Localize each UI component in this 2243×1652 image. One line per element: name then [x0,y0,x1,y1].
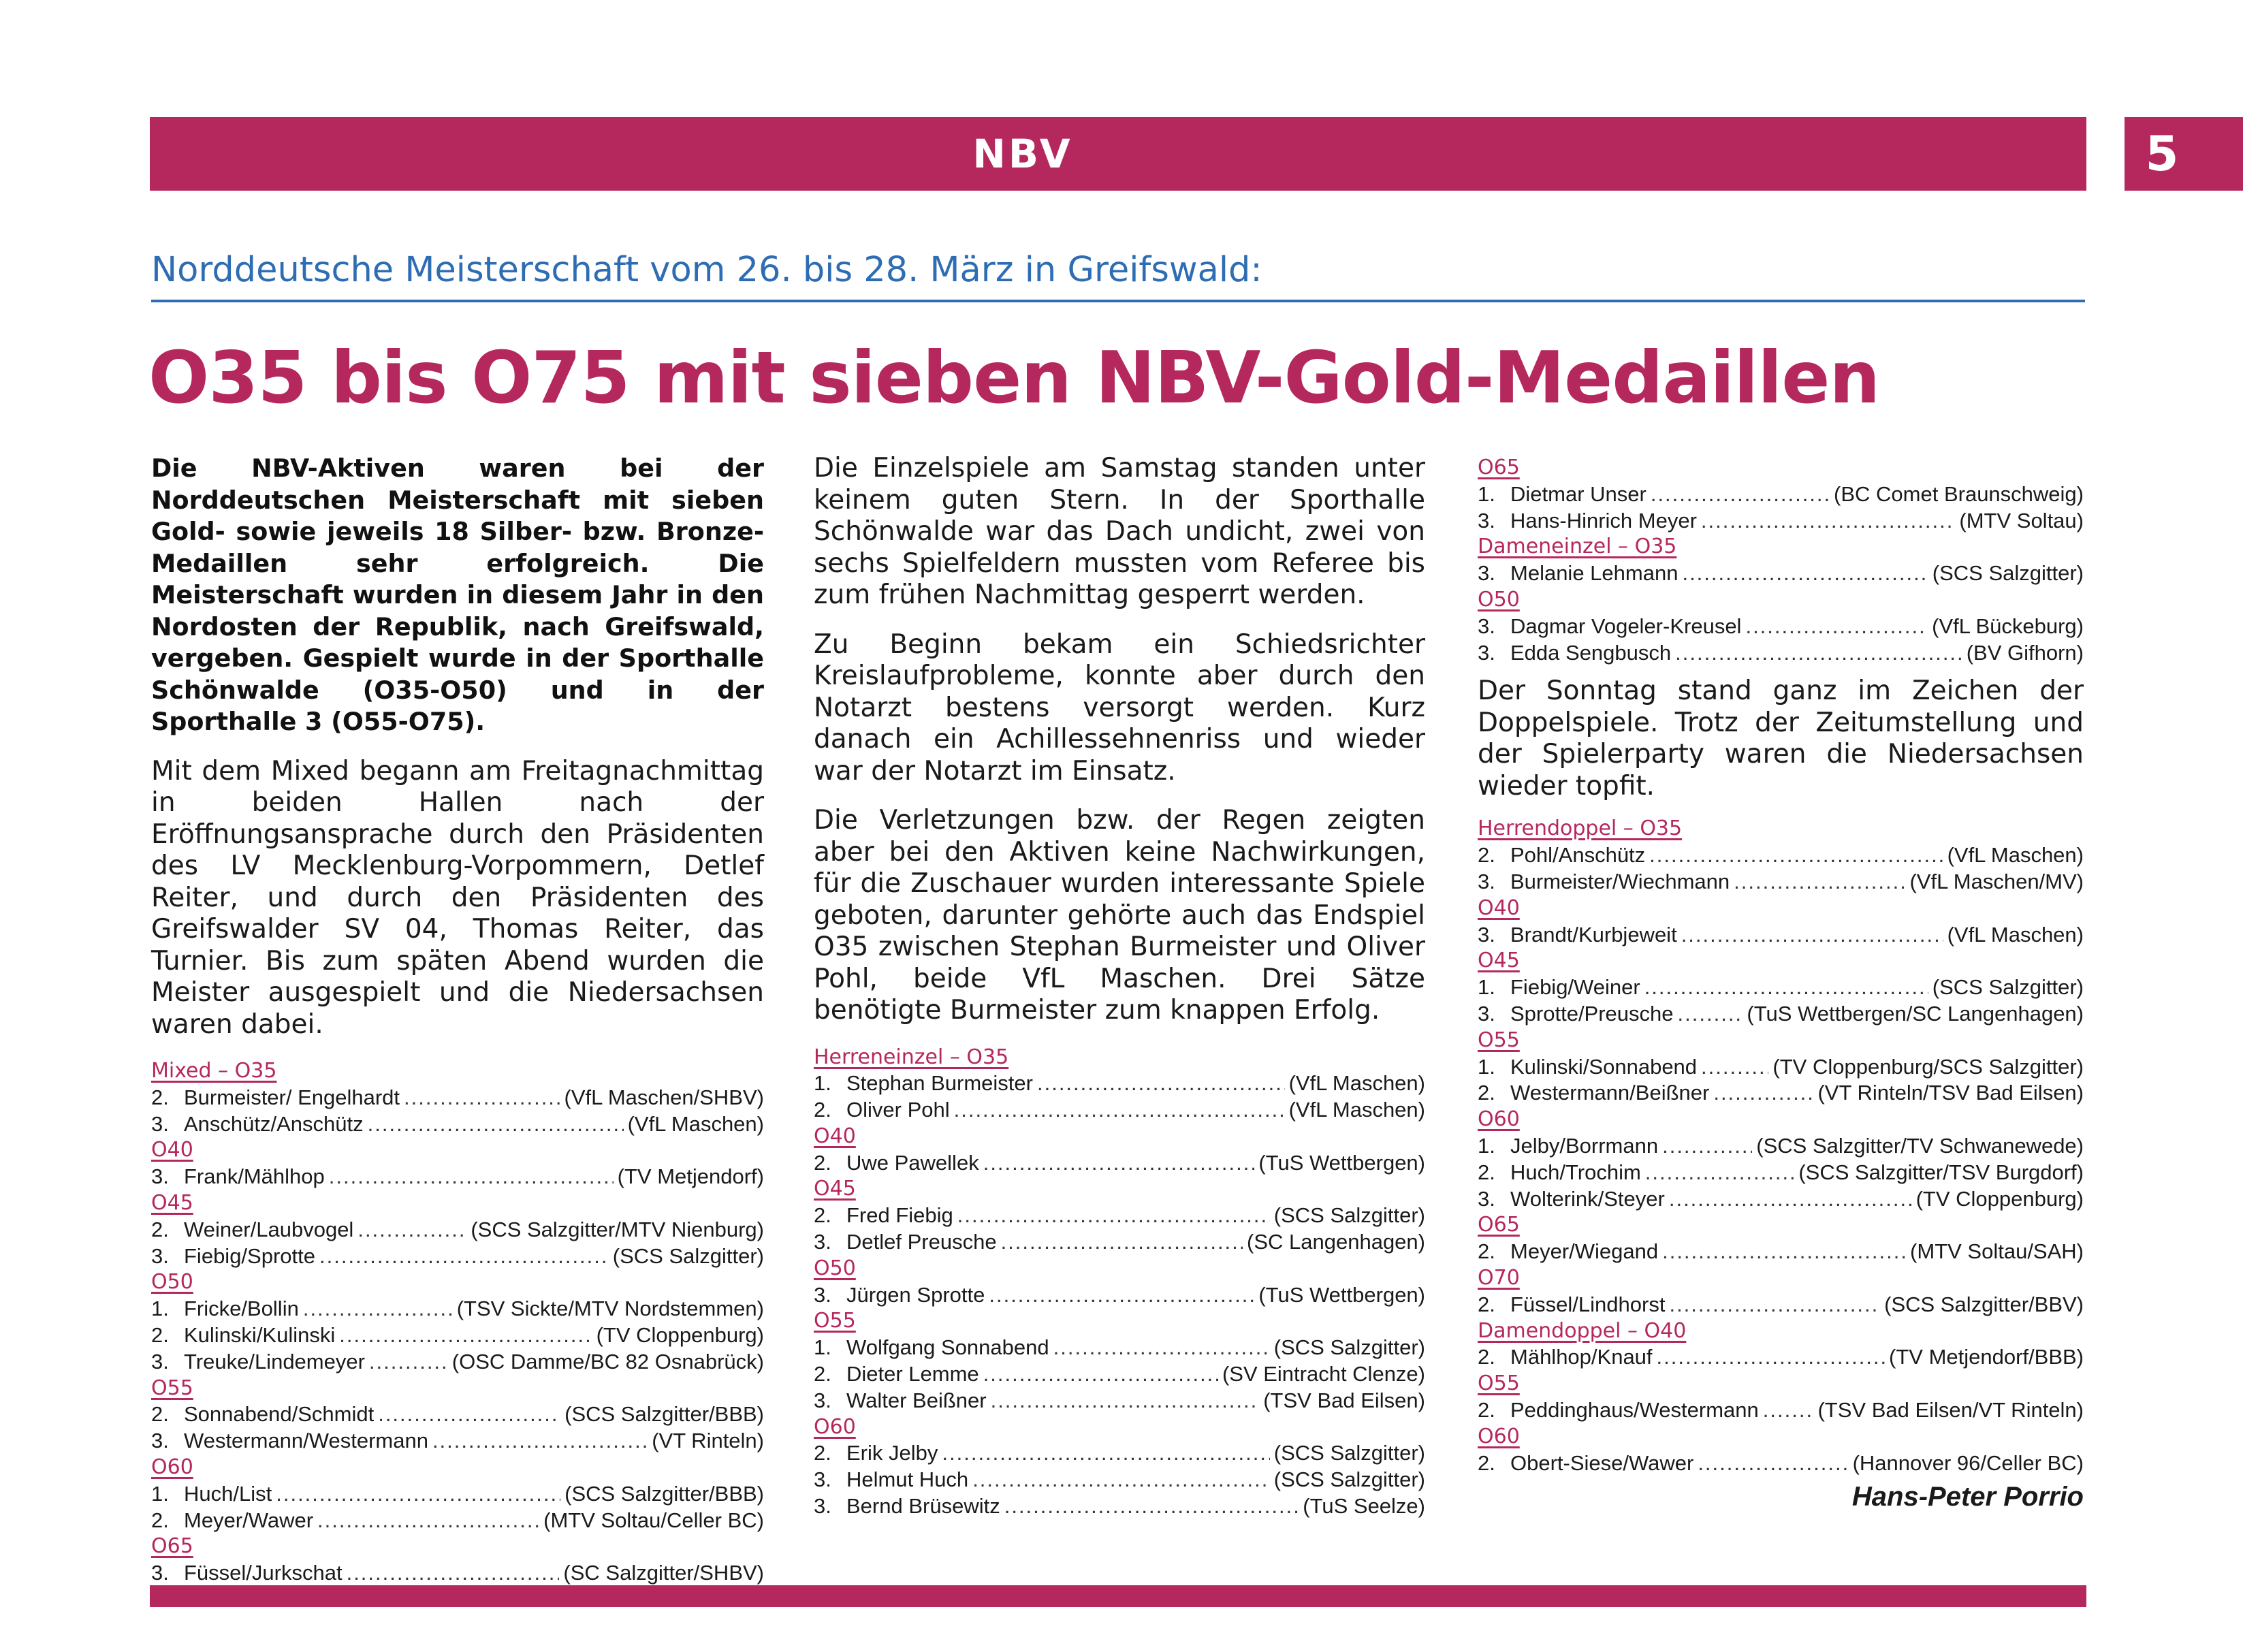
result-players: Obert-Siese/Wawer [1510,1450,1694,1475]
result-players: Huch/Trochim [1510,1160,1641,1184]
result-players: Uwe Pawellek [846,1150,979,1175]
dot-leader [989,1282,1254,1309]
result-row [151,1111,764,1138]
result-rank: 3. [814,1388,831,1412]
result-players: Kulinski/Sonnabend [1510,1054,1698,1079]
lead-paragraph: Die NBV-Aktiven waren bei der Norddeutschen Meisterschaft mit sieben Gold- sowie jeweils 18 Silber- bzw. Bronze-Medaillen sehr erfolgreich. Die Meisterschaft wurden in diesem Jahr in den Nordosten der Republik, nach Greifswald, vergeben. Gespielt wurde in der Sporthalle Schönwalde (O35-O50) und in der Sporthalle 3 (O55-O75). [151,454,764,736]
result-row [151,1481,764,1508]
result-players: Bernd Brüsewitz [846,1494,1000,1519]
dot-leader [1644,974,1928,1001]
result-rank: 2. [1478,1160,1495,1184]
result-row [1478,922,2084,949]
dot-leader [954,1097,1285,1124]
result-club: (SCS Salzgitter/BBB) [564,1481,764,1506]
result-rank: 3. [814,1282,831,1307]
result-players: Treuke/Lindemeyer [184,1349,365,1373]
result-players: Meyer/Wiegand [1510,1239,1659,1264]
result-rank: 2. [1478,1081,1495,1105]
result-row [1478,1344,2084,1371]
result-rank: 2. [1478,843,1495,868]
dot-leader [1657,1344,1885,1371]
result-rank: 1. [1478,975,1495,1000]
result-club: (VfL Maschen) [1288,1071,1425,1096]
dot-leader [1645,1160,1795,1186]
result-row [151,1508,764,1534]
result-players: Frank/Mählhop [184,1164,325,1189]
result-players: Westermann/Beißner [1510,1081,1710,1105]
result-row [1478,640,2084,667]
result-players: Anschütz/Anschütz [184,1111,364,1136]
result-rank: 2. [1478,1239,1495,1264]
result-players: Burmeister/Wiechmann [1510,869,1730,893]
result-club: (MTV Soltau/Celler BC) [543,1508,764,1532]
result-club: (VfL Maschen/SHBV) [564,1085,764,1109]
result-row [814,1335,1425,1361]
dot-leader [378,1401,560,1428]
result-players: Hans-Hinrich Meyer [1510,508,1697,533]
result-row [814,1493,1425,1520]
result-row [1478,560,2084,587]
result-rank: 3. [151,1111,169,1136]
result-club: (SCS Salzgitter/TV Schwanewede) [1756,1133,2084,1158]
results-list [1478,455,2084,666]
result-row [814,1467,1425,1493]
result-players: Edda Sengbusch [1510,640,1672,665]
dot-leader [1053,1335,1270,1361]
kicker-line: Norddeutsche Meisterschaft vom 26. bis 28. März in Greifswald: [151,250,1262,290]
result-row [151,1085,764,1111]
result-players: Fricke/Bollin [184,1297,299,1321]
result-players: Stephan Burmeister [846,1071,1033,1096]
body-paragraph: Mit dem Mixed begann am Freitagnachmittag in beiden Hallen nach der Eröffnungsansprache durch den Präsidenten des LV Mecklenburg-Vorpommern, Detlef Reiter, und durch den Präsidenten des Greifswalder SV 04, Thomas Reiter, das Turnier. Bis zum späten Abend wurden die Meister ausgespielt und die Niedersachsen waren dabei. [151,755,764,1040]
dot-leader [983,1361,1218,1388]
result-row [814,1440,1425,1467]
result-rank: 2. [1478,1292,1495,1316]
result-players: Dieter Lemme [846,1362,979,1386]
kicker-rule [151,300,2085,302]
result-rank: 2. [1478,1397,1495,1422]
result-players: Walter Beißner [846,1388,987,1412]
result-rank: 3. [1478,561,1495,586]
result-club: (TSV Bad Eilsen) [1263,1388,1425,1412]
body-paragraph: Die Einzelspiele am Samstag standen unter keinem guten Stern. In der Sporthalle Schönwalde war das Dach undicht, zwei von sechs Spielfeldern mussten vom Referee bis zum frühen Nachmittag gesperrt werden. [814,453,1425,610]
dot-leader [357,1217,466,1243]
dot-leader [276,1481,560,1508]
dot-leader [1745,614,1928,640]
result-rank: 2. [1478,1450,1495,1475]
dot-leader [1763,1397,1814,1424]
result-rank: 1. [814,1071,831,1096]
section-label: NBV [972,131,1073,177]
result-club: (TV Cloppenburg/SCS Salzgitter) [1772,1054,2084,1079]
dot-leader [1669,1186,1912,1213]
body-paragraph: Zu Beginn bekam ein Schiedsrichter Kreislaufprobleme, konnte aber durch den Notarzt bestens versorgt werden. Kurz danach ein Achillessehnenriss und wieder war der Notarzt im Einsatz. [814,629,1425,787]
dot-leader [991,1388,1260,1414]
dot-leader [347,1560,560,1587]
result-row [1478,974,2084,1001]
result-players: Fiebig/Weiner [1510,975,1640,1000]
result-row [1478,508,2084,535]
dot-leader [1713,1080,1813,1107]
result-players: Mählhop/Knauf [1510,1345,1653,1369]
headline: O35 bis O75 mit sieben NBV-Gold-Medaillen [148,336,1880,419]
result-rank: 1. [151,1297,169,1321]
result-row [1478,1239,2084,1265]
dot-leader [1662,1239,1906,1265]
result-rank: 3. [151,1243,169,1268]
result-row [151,1296,764,1322]
results-list [1478,816,2084,1476]
result-players: Brandt/Kurbjeweit [1510,922,1677,947]
category-heading: O60 [151,1455,193,1479]
result-row [151,1322,764,1349]
category-heading: O65 [1478,1213,1520,1237]
result-row [151,1164,764,1190]
result-row [1478,1080,2084,1107]
result-row [151,1217,764,1243]
result-row [1478,842,2084,869]
result-players: Jürgen Sprotte [846,1282,985,1307]
result-club: (TuS Wettbergen) [1258,1150,1425,1175]
result-club: (SCS Salzgitter/BBV) [1884,1292,2084,1316]
category-heading: O70 [1478,1265,1520,1290]
result-rank: 2. [151,1217,169,1241]
result-club: (SCS Salzgitter/BBB) [564,1402,764,1427]
category-heading: O60 [1478,1424,1520,1448]
result-row [814,1070,1425,1097]
result-rank: 3. [1478,1186,1495,1211]
dot-leader [339,1322,592,1349]
result-row [814,1229,1425,1256]
result-club: (TV Metjendorf) [617,1164,764,1189]
result-rank: 3. [1478,614,1495,638]
result-row [814,1203,1425,1229]
category-heading: O65 [1478,456,1520,479]
category-heading: O65 [151,1534,193,1559]
category-heading: Mixed – O35 [151,1059,277,1083]
body-paragraph: Die Verletzungen bzw. der Regen zeigten aber bei den Aktiven keine Nachwirkungen, für die Zuschauer wurden interessante Spiele geboten, darunter gehörte auch das Endspiel O35 zwischen Stephan Burmeister und Oliver Pohl, beide VfL Maschen. Drei Sätze benötigte Burmeister zum knappen Erfolg. [814,805,1425,1026]
footer-bar [150,1585,2086,1607]
result-row [1478,1001,2084,1028]
result-players: Melanie Lehmann [1510,561,1679,586]
result-row [1478,1133,2084,1160]
dot-leader [1681,922,1943,949]
dot-leader [404,1085,560,1111]
dot-leader [1734,869,1905,895]
result-players: Meyer/Wawer [184,1508,314,1532]
result-club: (VfL Maschen) [1288,1098,1425,1122]
dot-leader [972,1467,1270,1493]
dot-leader [1651,481,1830,508]
result-club: (SCS Salzgitter/TSV Burgdorf) [1798,1160,2084,1184]
result-players: Huch/List [184,1481,272,1506]
result-players: Erik Jelby [846,1441,938,1465]
result-club: (SCS Salzgitter) [1273,1467,1425,1492]
result-rank: 2. [814,1098,831,1122]
result-rank: 2. [814,1441,831,1465]
dot-leader [1669,1292,1880,1318]
dot-leader [1004,1493,1299,1520]
result-row [1478,1397,2084,1424]
result-players: Pohl/Anschütz [1510,843,1646,868]
result-row [814,1361,1425,1388]
category-heading: O45 [1478,949,1520,973]
result-players: Füssel/Lindhorst [1510,1292,1666,1316]
result-rank: 2. [151,1085,169,1109]
category-heading: Herreneinzel – O35 [814,1045,1009,1069]
result-club: (Hannover 96/Celler BC) [1852,1450,2084,1475]
result-rank: 2. [814,1150,831,1175]
category-heading: Damendoppel – O40 [1478,1318,1687,1343]
result-row [151,1560,764,1587]
result-club: (SCS Salzgitter) [1273,1441,1425,1465]
result-club: (TV Cloppenburg) [1915,1186,2084,1211]
result-players: Oliver Pohl [846,1098,950,1122]
result-club: (TV Metjendorf/BBB) [1889,1345,2084,1369]
result-club: (SV Eintracht Clenze) [1222,1362,1425,1386]
dot-leader [319,1243,609,1270]
body-paragraph: Der Sonntag stand ganz im Zeichen der Doppelspiele. Trotz der Zeitumstellung und der Spielerparty waren die Niedersachsen wieder topfit. [1478,676,2084,801]
dot-leader [303,1296,453,1322]
result-club: (SCS Salzgitter) [1932,975,2084,1000]
category-heading: O45 [151,1190,193,1215]
result-players: Westermann/Westermann [184,1429,428,1453]
result-row [1478,1450,2084,1477]
result-players: Jelby/Borrmann [1510,1133,1659,1158]
result-players: Fiebig/Sprotte [184,1243,315,1268]
result-row [1478,614,2084,640]
result-club: (MTV Soltau/SAH) [1910,1239,2084,1264]
result-rank: 2. [151,1508,169,1532]
result-players: Weiner/Laubvogel [184,1217,354,1241]
result-rank: 3. [814,1467,831,1492]
result-players: Burmeister/ Engelhardt [184,1085,400,1109]
result-rank: 3. [1478,508,1495,533]
page-number: 5 [2145,126,2179,182]
column-3 [1478,455,2084,1514]
result-club: (TuS Wettbergen/SC Langenhagen) [1747,1001,2084,1026]
result-club: (SC Salzgitter/SHBV) [563,1561,764,1585]
result-club: (SCS Salzgitter/MTV Nienburg) [471,1217,764,1241]
result-row [151,1401,764,1428]
result-rank: 3. [1478,640,1495,665]
results-list [151,1058,764,1587]
result-row [814,1388,1425,1414]
result-players: Dagmar Vogeler-Kreusel [1510,614,1742,638]
result-club: (SCS Salzgitter) [1273,1335,1425,1360]
result-players: Wolfgang Sonnabend [846,1335,1049,1360]
result-players: Kulinski/Kulinski [184,1322,336,1347]
result-rank: 1. [814,1335,831,1360]
result-club: (TuS Seelze) [1303,1494,1425,1519]
dot-leader [1662,1133,1752,1160]
result-club: (TV Cloppenburg) [596,1322,764,1347]
category-heading: O45 [814,1177,856,1201]
dot-leader [1682,560,1928,587]
result-club: (MTV Soltau) [1959,508,2084,533]
result-rank: 3. [1478,1001,1495,1026]
result-rank: 3. [151,1561,169,1585]
dot-leader [983,1150,1255,1177]
dot-leader [369,1349,448,1376]
result-club: (TSV Sickte/MTV Nordstemmen) [456,1297,764,1321]
result-row [151,1428,764,1455]
category-heading: O60 [814,1414,856,1439]
result-row [814,1097,1425,1124]
result-players: Sonnabend/Schmidt [184,1402,375,1427]
result-players: Wolterink/Steyer [1510,1186,1665,1211]
result-rank: 2. [814,1362,831,1386]
category-heading: Herrendoppel – O35 [1478,816,1683,841]
category-heading: O60 [1478,1107,1520,1132]
result-club: (VfL Maschen/MV) [1909,869,2084,893]
dot-leader [1701,1054,1768,1081]
result-rank: 2. [814,1203,831,1228]
result-club: (VT Rinteln) [652,1429,764,1453]
result-club: (TuS Wettbergen) [1258,1282,1425,1307]
category-heading: O50 [814,1256,856,1280]
dot-leader [432,1428,648,1455]
result-row [1478,1292,2084,1318]
dot-leader [1678,1001,1743,1028]
category-heading: O55 [814,1309,856,1333]
category-heading: O40 [1478,895,1520,920]
result-rank: 1. [151,1481,169,1506]
result-row [151,1243,764,1270]
result-rank: 3. [151,1349,169,1373]
column-2 [814,453,1425,1520]
result-row [151,1349,764,1376]
dot-leader [957,1203,1270,1229]
result-rank: 2. [151,1402,169,1427]
result-club: (SCS Salzgitter) [612,1243,764,1268]
category-heading: O55 [1478,1371,1520,1396]
category-heading: O50 [1478,587,1520,611]
result-club: (BC Comet Braunschweig) [1834,481,2084,506]
result-rank: 1. [1478,1133,1495,1158]
dot-leader [1675,640,1962,667]
author-byline: Hans-Peter Porrio [1851,1482,2084,1512]
category-heading: O55 [1478,1028,1520,1052]
result-club: (VT Rinteln/TSV Bad Eilsen) [1817,1081,2084,1105]
result-club: (OSC Damme/BC 82 Osnabrück) [451,1349,764,1373]
result-club: (VfL Bückeburg) [1932,614,2084,638]
category-heading: Dameneinzel – O35 [1478,535,1677,559]
result-players: Füssel/Jurkschat [184,1561,343,1585]
dot-leader [329,1164,614,1190]
result-row [1478,1186,2084,1213]
category-heading: O40 [814,1124,856,1148]
dot-leader [1649,842,1943,869]
result-row [1478,1054,2084,1081]
dot-leader [1037,1070,1285,1097]
result-rank: 3. [814,1230,831,1254]
result-rank: 3. [1478,922,1495,947]
result-rank: 3. [151,1429,169,1453]
result-club: (VfL Maschen) [1947,843,2084,868]
result-row [1478,481,2084,508]
dot-leader [1001,1229,1243,1256]
result-club: (TSV Bad Eilsen/VT Rinteln) [1817,1397,2084,1422]
dot-leader [368,1111,624,1138]
result-rank: 2. [1478,1345,1495,1369]
dot-leader [317,1508,539,1534]
result-rank: 3. [814,1494,831,1519]
result-row [1478,869,2084,895]
column-1 [151,453,764,1587]
result-row [1478,1160,2084,1186]
results-list [814,1045,1425,1520]
result-club: (SC Langenhagen) [1247,1230,1425,1254]
result-rank: 3. [1478,869,1495,893]
result-rank: 1. [1478,1054,1495,1079]
result-rank: 3. [151,1164,169,1189]
result-players: Sprotte/Preusche [1510,1001,1674,1026]
result-players: Dietmar Unser [1510,481,1647,506]
result-club: (VfL Maschen) [627,1111,764,1136]
dot-leader [1698,1450,1848,1477]
category-heading: O55 [151,1376,193,1400]
result-players: Fred Fiebig [846,1203,953,1228]
result-club: (SCS Salzgitter) [1932,561,2084,586]
result-club: (SCS Salzgitter) [1273,1203,1425,1228]
result-row [814,1282,1425,1309]
result-players: Peddinghaus/Westermann [1510,1397,1759,1422]
result-club: (BV Gifhorn) [1966,640,2084,665]
category-heading: O40 [151,1138,193,1162]
result-row [814,1150,1425,1177]
result-rank: 2. [151,1322,169,1347]
dot-leader [942,1440,1269,1467]
result-players: Detlef Preusche [846,1230,997,1254]
dot-leader [1701,508,1955,535]
result-rank: 1. [1478,481,1495,506]
result-players: Helmut Huch [846,1467,969,1492]
result-club: (VfL Maschen) [1947,922,2084,947]
category-heading: O50 [151,1270,193,1294]
